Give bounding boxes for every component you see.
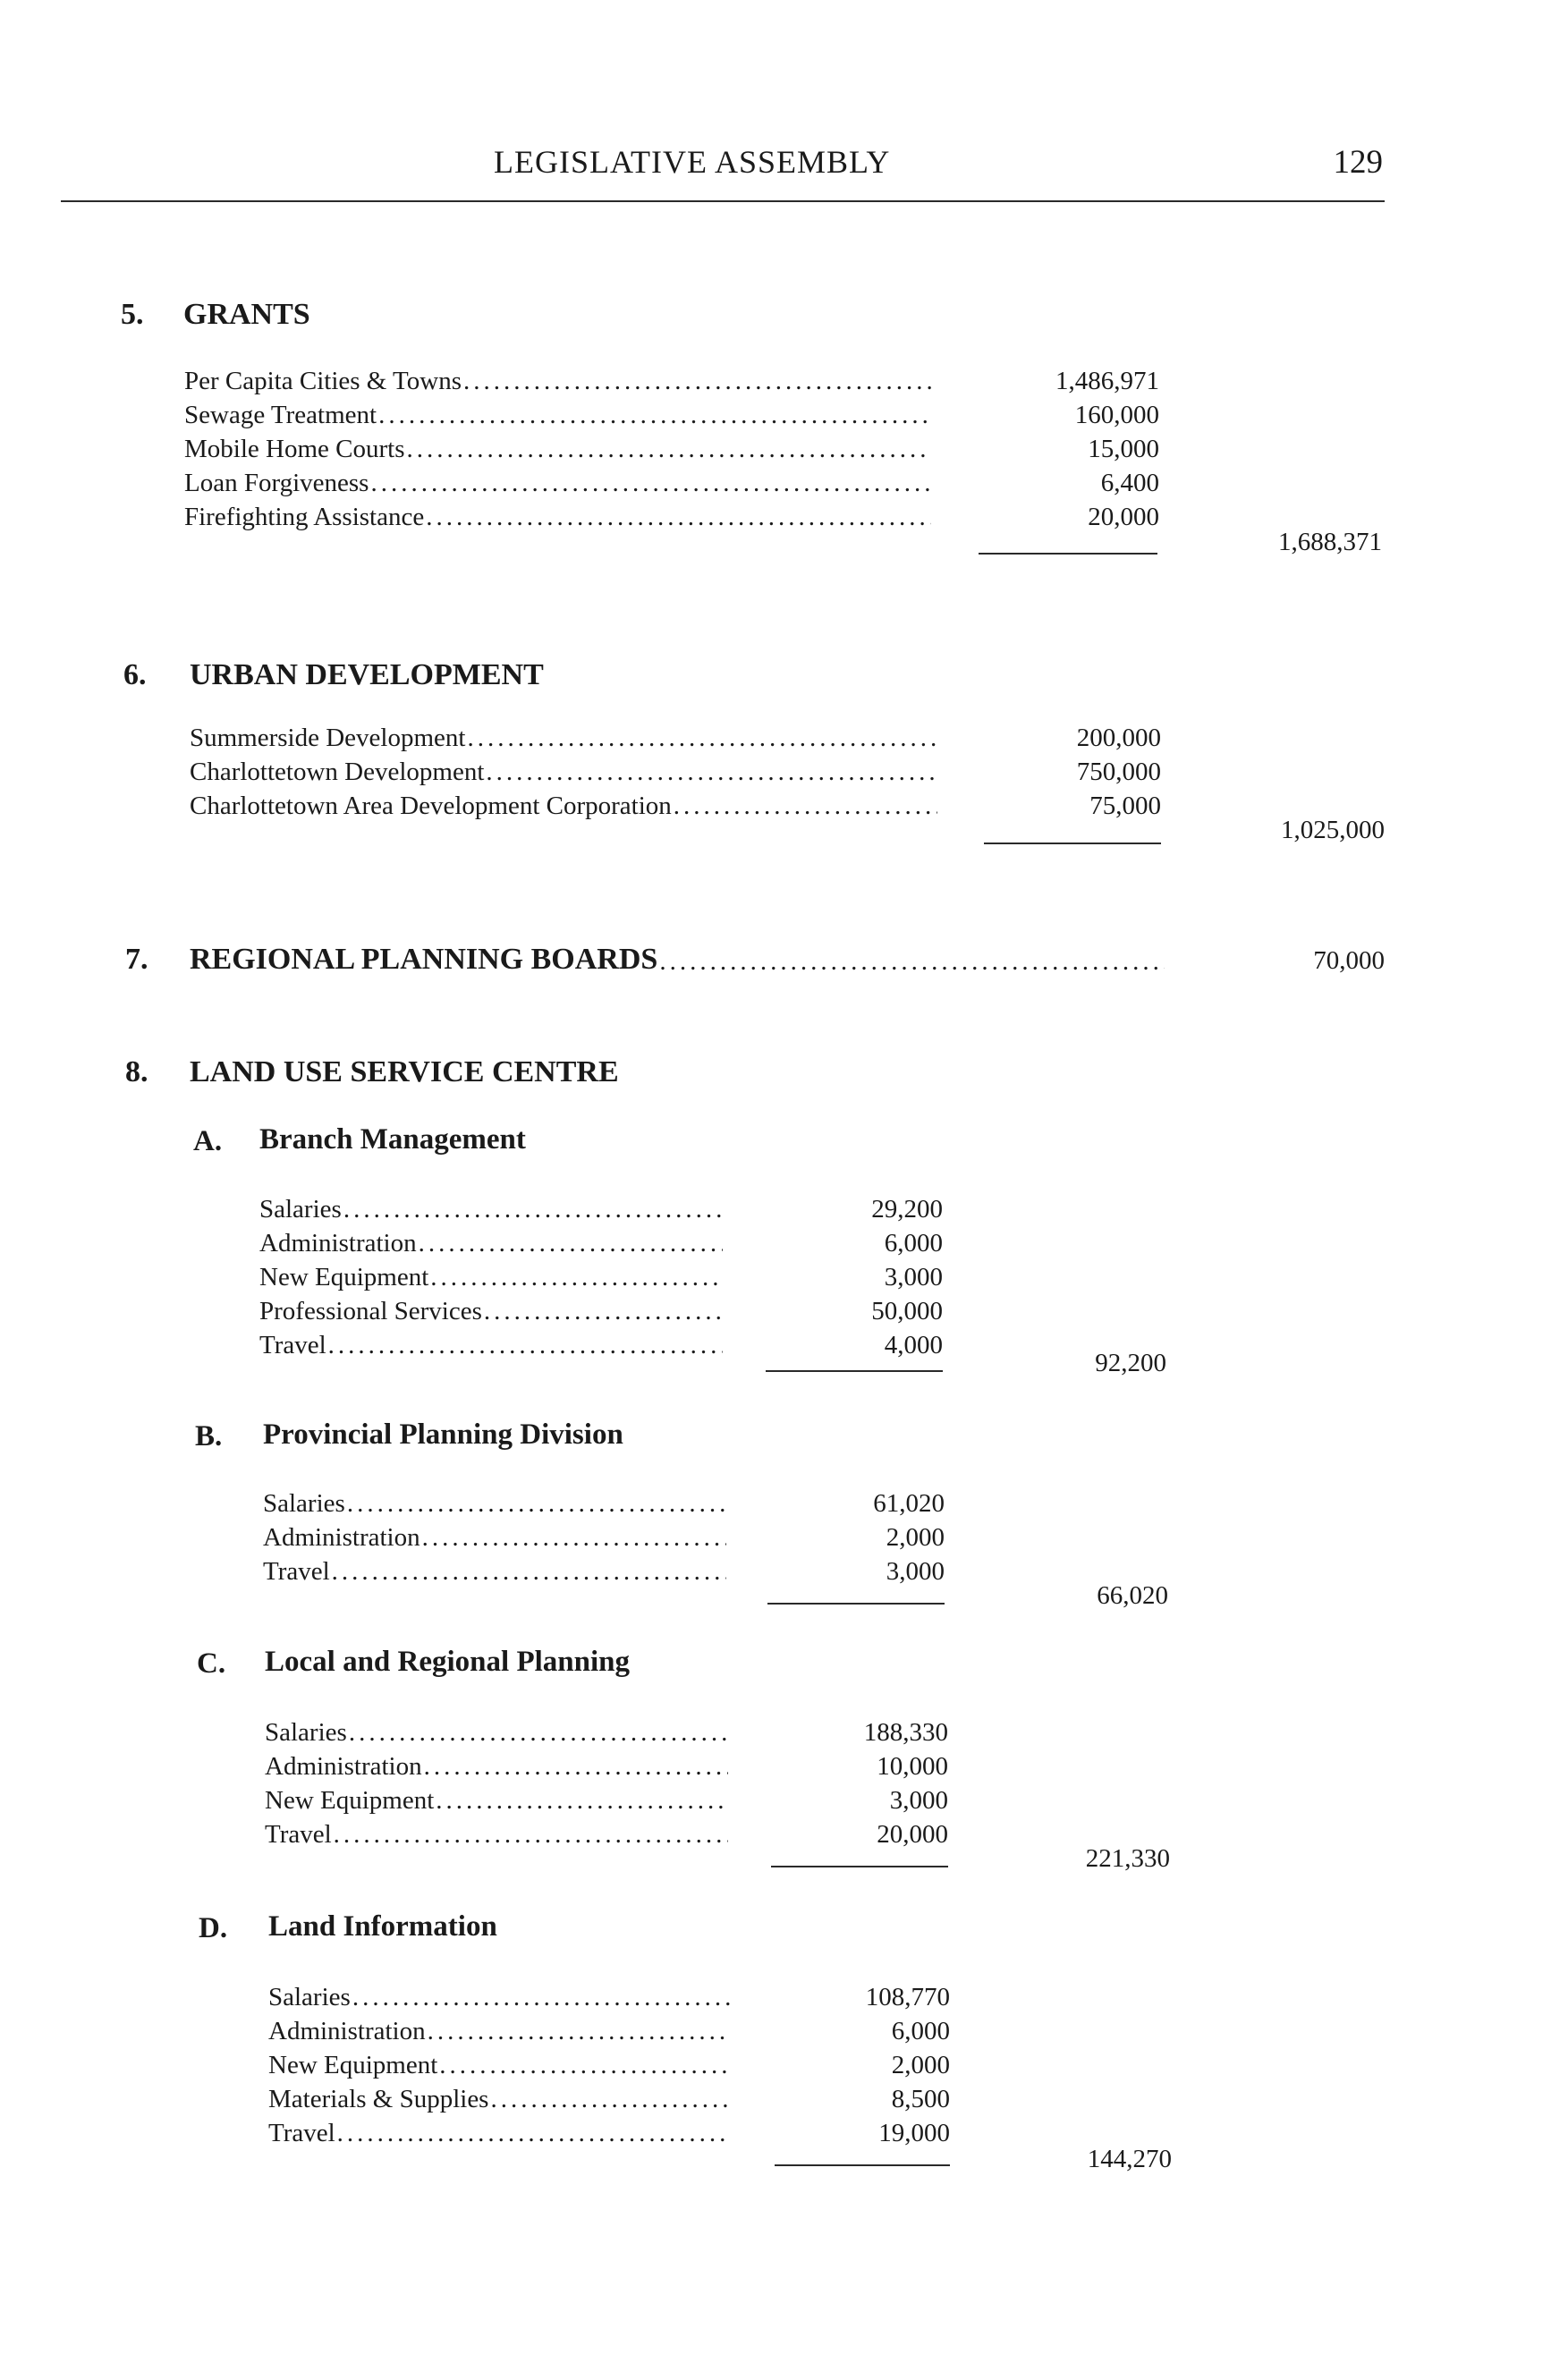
leader-dots xyxy=(377,398,931,432)
section-title: LAND USE SERVICE CENTRE xyxy=(190,1055,619,1088)
item-amount: 20,000 xyxy=(1088,503,1159,531)
page-number: 129 xyxy=(1333,144,1383,181)
item-amount: 6,400 xyxy=(1100,469,1159,497)
leader-dots xyxy=(335,2116,730,2150)
line-item xyxy=(263,1520,945,1554)
subtotal-rule xyxy=(766,1370,943,1372)
item-amount: 2,000 xyxy=(886,1523,945,1552)
item-amount: 50,000 xyxy=(871,1297,943,1325)
section-title-line xyxy=(190,943,1165,977)
item-label: New Equipment xyxy=(259,1263,429,1291)
leader-dots xyxy=(420,1520,726,1554)
leader-dots xyxy=(426,2014,730,2048)
subsection-total: 144,270 xyxy=(1087,2145,1172,2173)
leader-dots xyxy=(437,2048,730,2082)
line-item xyxy=(263,1554,945,1588)
line-item xyxy=(259,1192,943,1226)
item-amount: 6,000 xyxy=(891,2017,950,2045)
leader-dots xyxy=(330,1554,726,1588)
item-amount: 188,330 xyxy=(863,1718,948,1747)
item-label: Travel xyxy=(268,2119,335,2147)
section-number: 7. xyxy=(125,943,148,976)
subsection-letter: A. xyxy=(193,1125,223,1157)
subsection-title: Land Information xyxy=(268,1910,497,1943)
line-item xyxy=(265,1817,948,1851)
item-label: Travel xyxy=(259,1331,326,1359)
line-item xyxy=(268,2014,950,2048)
item-label: New Equipment xyxy=(265,1786,435,1815)
subtotal-rule xyxy=(771,1866,948,1867)
leader-dots xyxy=(351,1980,730,2014)
line-item xyxy=(184,432,1159,466)
item-label: Mobile Home Courts xyxy=(184,435,405,463)
line-item xyxy=(265,1715,948,1749)
subsection-letter: B. xyxy=(195,1420,223,1452)
subtotal-rule xyxy=(767,1603,945,1605)
item-label: New Equipment xyxy=(268,2051,438,2079)
section-number: 5. xyxy=(121,298,144,331)
item-label: Travel xyxy=(263,1557,330,1586)
section-number: 8. xyxy=(125,1055,148,1088)
section-total: 1,688,371 xyxy=(1278,528,1382,556)
subsection-total: 92,200 xyxy=(1095,1349,1166,1377)
item-label: Firefighting Assistance xyxy=(184,503,425,531)
leader-dots xyxy=(434,1783,728,1817)
line-item xyxy=(265,1783,948,1817)
item-amount: 4,000 xyxy=(884,1331,943,1359)
leader-dots xyxy=(488,2082,730,2116)
line-item xyxy=(184,364,1159,398)
line-item xyxy=(184,466,1159,500)
subtotal-rule xyxy=(775,2164,950,2166)
subsection-total: 66,020 xyxy=(1097,1581,1168,1610)
leader-dots xyxy=(345,1486,726,1520)
subtotal-rule xyxy=(979,553,1157,555)
leader-dots xyxy=(326,1328,723,1362)
leader-dots xyxy=(462,364,931,398)
line-item xyxy=(190,789,1161,823)
line-item xyxy=(268,2048,950,2082)
item-label: Salaries xyxy=(259,1195,342,1224)
item-label: Administration xyxy=(268,2017,426,2045)
line-item xyxy=(268,1980,950,2014)
item-amount: 750,000 xyxy=(1076,758,1161,786)
item-amount: 200,000 xyxy=(1076,724,1161,752)
subsection-title: Branch Management xyxy=(259,1123,526,1156)
leader-dots xyxy=(657,947,1165,977)
item-label: Administration xyxy=(263,1523,420,1552)
leader-dots xyxy=(422,1749,728,1783)
item-amount: 10,000 xyxy=(877,1752,948,1781)
leader-dots xyxy=(369,466,931,500)
item-amount: 61,020 xyxy=(873,1489,945,1518)
item-label: Loan Forgiveness xyxy=(184,469,369,497)
subsection-total: 221,330 xyxy=(1085,1844,1170,1873)
section-title: REGIONAL PLANNING BOARDS xyxy=(190,943,658,976)
item-amount: 19,000 xyxy=(878,2119,950,2147)
section-title: GRANTS xyxy=(183,298,310,331)
line-item xyxy=(184,398,1159,432)
page-title: LEGISLATIVE ASSEMBLY xyxy=(494,144,891,180)
line-item xyxy=(259,1260,943,1294)
line-item xyxy=(263,1486,945,1520)
item-label: Administration xyxy=(265,1752,422,1781)
leader-dots xyxy=(342,1192,723,1226)
subsection-title: Provincial Planning Division xyxy=(263,1418,623,1451)
item-amount: 108,770 xyxy=(865,1983,950,2011)
leader-dots xyxy=(424,500,931,534)
line-item xyxy=(265,1749,948,1783)
item-label: Travel xyxy=(265,1820,332,1849)
leader-dots xyxy=(428,1260,723,1294)
item-label: Charlottetown Development xyxy=(190,758,485,786)
item-amount: 20,000 xyxy=(877,1820,948,1849)
leader-dots xyxy=(465,721,937,755)
item-amount: 1,486,971 xyxy=(1055,367,1159,395)
item-label: Professional Services xyxy=(259,1297,482,1325)
item-amount: 6,000 xyxy=(884,1229,943,1257)
section-total: 1,025,000 xyxy=(1281,816,1385,844)
item-amount: 75,000 xyxy=(1089,792,1161,820)
item-amount: 3,000 xyxy=(889,1786,948,1815)
item-label: Salaries xyxy=(263,1489,345,1518)
section-title: URBAN DEVELOPMENT xyxy=(190,658,544,691)
subtotal-rule xyxy=(984,843,1161,844)
leader-dots xyxy=(482,1294,723,1328)
leader-dots xyxy=(484,755,937,789)
item-amount: 3,000 xyxy=(886,1557,945,1586)
item-label: Summerside Development xyxy=(190,724,466,752)
item-label: Sewage Treatment xyxy=(184,401,377,429)
leader-dots xyxy=(405,432,932,466)
item-label: Charlottetown Area Development Corporation xyxy=(190,792,672,820)
line-item xyxy=(190,755,1161,789)
item-amount: 3,000 xyxy=(884,1263,943,1291)
line-item xyxy=(268,2116,950,2150)
item-label: Materials & Supplies xyxy=(268,2085,489,2113)
line-item xyxy=(184,500,1159,534)
line-item xyxy=(259,1294,943,1328)
item-amount: 15,000 xyxy=(1088,435,1159,463)
item-amount: 160,000 xyxy=(1074,401,1159,429)
item-label: Per Capita Cities & Towns xyxy=(184,367,462,395)
item-amount: 29,200 xyxy=(871,1195,943,1224)
subsection-letter: C. xyxy=(197,1647,226,1680)
subsection-letter: D. xyxy=(199,1912,228,1944)
line-item xyxy=(190,721,1161,755)
page-header xyxy=(61,143,1385,202)
line-item xyxy=(259,1226,943,1260)
line-item xyxy=(259,1328,943,1362)
item-label: Administration xyxy=(259,1229,417,1257)
leader-dots xyxy=(417,1226,723,1260)
leader-dots xyxy=(332,1817,728,1851)
item-amount: 2,000 xyxy=(891,2051,950,2079)
leader-dots xyxy=(347,1715,728,1749)
section-total: 70,000 xyxy=(1313,946,1385,975)
item-label: Salaries xyxy=(265,1718,347,1747)
leader-dots xyxy=(672,789,937,823)
item-amount: 8,500 xyxy=(891,2085,950,2113)
line-item xyxy=(268,2082,950,2116)
item-label: Salaries xyxy=(268,1983,351,2011)
subsection-title: Local and Regional Planning xyxy=(265,1646,631,1678)
section-number: 6. xyxy=(123,658,147,691)
